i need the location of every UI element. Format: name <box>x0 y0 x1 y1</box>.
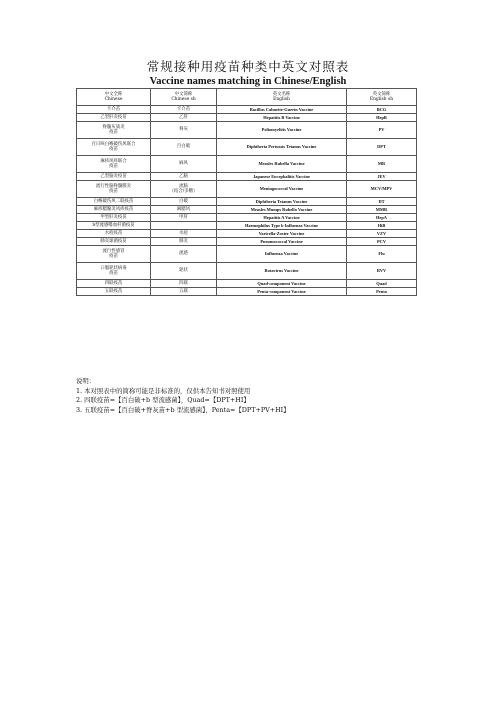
table-row <box>77 246 417 263</box>
chinese-name-cell-line: 疫苗 <box>109 271 118 276</box>
chinese-name-cell-line: 口服轮状病毒 <box>100 265 127 271</box>
chinese-abbr-cell <box>151 198 217 206</box>
english-abbr-cell: HepA <box>347 214 417 222</box>
notes-heading: 说明： <box>76 377 96 385</box>
chinese-name-cell-line: 脊髓灰质炎 <box>102 124 125 130</box>
chinese-name-cell-line: 疫苗 <box>109 164 118 169</box>
chinese-name-cell-line: 水痘疫苗 <box>104 230 123 236</box>
chinese-abbr-cell <box>151 280 217 288</box>
header-cell-line: 中文全称 <box>104 91 123 97</box>
table-row <box>77 230 417 238</box>
english-abbr-cell: PV <box>347 122 417 139</box>
english-name-cell: Measles Mumps Rubella Vaccine <box>217 206 347 214</box>
chinese-name-cell-line: 疫苗 <box>109 189 118 194</box>
chinese-name-cell <box>77 198 151 206</box>
chinese-name-cell <box>77 238 151 246</box>
english-abbr-cell: MMR <box>347 206 417 214</box>
english-abbr-cell: DPT <box>347 139 417 156</box>
chinese-abbr-cell <box>151 106 217 114</box>
english-abbr-cell: VZV <box>347 230 417 238</box>
header-cell <box>217 89 347 106</box>
chinese-name-cell <box>77 173 151 181</box>
chinese-name-cell-line: 肺炎球菌疫苗 <box>100 238 127 244</box>
chinese-abbr-cell-line: 轮状 <box>179 268 188 274</box>
english-name-cell: Influenza Vaccine <box>217 246 347 263</box>
table-row <box>77 114 417 122</box>
header-cell-line: Chinese sh <box>171 97 196 102</box>
chinese-name-cell <box>77 156 151 173</box>
table-row <box>77 198 417 206</box>
chinese-name-cell <box>77 246 151 263</box>
table-row <box>77 106 417 114</box>
chinese-name-cell-line: 流行性脑脊髓膜炎 <box>95 183 132 189</box>
chinese-abbr-cell-line: 水痘 <box>179 230 188 236</box>
table-row <box>77 122 417 139</box>
english-name-cell: Japanese Encephalitis Vaccine <box>217 173 347 181</box>
chinese-name-cell-line: 百日咳白喉破伤风联合 <box>91 141 136 147</box>
vaccine-table-body <box>77 89 417 296</box>
chinese-abbr-cell-line: 乙肝 <box>179 114 188 120</box>
chinese-abbr-cell-line: 流脑 <box>179 183 188 189</box>
page-title-chinese: 常规接种用疫苗种类中英文对照表 <box>146 59 350 74</box>
table-row <box>77 280 417 288</box>
chinese-abbr-cell-line: 五联 <box>179 288 188 294</box>
chinese-name-cell <box>77 222 151 230</box>
header-cell <box>77 89 151 106</box>
table-row <box>77 181 417 198</box>
chinese-abbr-cell-line: 麻风 <box>179 161 188 167</box>
english-abbr-cell: HiB <box>347 222 417 230</box>
english-name-cell: Haemophilus Type b Influenza Vaccine <box>217 222 347 230</box>
header-cell-line: 中文简称 <box>174 91 193 97</box>
header-cell-line: English sh <box>369 97 394 102</box>
chinese-abbr-cell <box>151 246 217 263</box>
english-abbr-cell: PCV <box>347 238 417 246</box>
chinese-abbr-cell <box>151 173 217 181</box>
chinese-name-cell <box>77 122 151 139</box>
table-row <box>77 238 417 246</box>
header-cell-line: 英文名称 <box>272 91 291 97</box>
chinese-name-cell-line: 白喉破伤风二联疫苗 <box>93 198 134 204</box>
chinese-name-cell <box>77 139 151 156</box>
chinese-name-cell-line: 卡介苗 <box>106 106 121 112</box>
english-abbr-cell: BCG <box>347 106 417 114</box>
chinese-abbr-cell <box>151 263 217 280</box>
chinese-name-cell-line: 麻疹腮腺炎风疹疫苗 <box>93 206 134 212</box>
chinese-abbr-cell-line: 麻腮风 <box>176 206 191 212</box>
english-abbr-cell: MCV/MPV <box>347 181 417 198</box>
chinese-abbr-cell-line: （结合/多糖） <box>169 189 198 194</box>
header-cell-line: English <box>273 97 290 102</box>
chinese-abbr-cell <box>151 288 217 296</box>
header-cell-line: Chinese <box>104 97 123 102</box>
chinese-abbr-cell <box>151 156 217 173</box>
chinese-name-cell-line: 四联疫苗 <box>104 280 123 286</box>
english-name-cell: Pneumococcal Vaccine <box>217 238 347 246</box>
english-abbr-cell: HepB <box>347 114 417 122</box>
table-row <box>77 222 417 230</box>
chinese-name-cell-line: 疫苗 <box>109 130 118 135</box>
table-header-row <box>77 89 417 106</box>
chinese-name-cell <box>77 230 151 238</box>
chinese-abbr-cell <box>151 181 217 198</box>
table-row <box>77 139 417 156</box>
chinese-name-cell <box>77 214 151 222</box>
english-abbr-cell: DT <box>347 198 417 206</box>
chinese-abbr-cell-line: 肺炎 <box>179 238 188 244</box>
english-name-cell: Hepatitis B Vaccine <box>217 114 347 122</box>
english-abbr-cell: Penta <box>347 288 417 296</box>
chinese-name-cell-line: 甲型肝炎疫苗 <box>100 214 127 220</box>
english-abbr-cell: JEV <box>347 173 417 181</box>
english-name-cell: Poliomyelitis Vaccine <box>217 122 347 139</box>
english-name-cell: Penta-component Vaccine <box>217 288 347 296</box>
header-cell-line: 英文简称 <box>372 91 391 97</box>
chinese-abbr-cell <box>151 206 217 214</box>
table-row <box>77 214 417 222</box>
chinese-abbr-cell <box>151 114 217 122</box>
english-abbr-cell: MR <box>347 156 417 173</box>
chinese-name-cell <box>77 106 151 114</box>
chinese-abbr-cell-line: 流感 <box>179 251 188 257</box>
chinese-name-cell <box>77 288 151 296</box>
header-cell <box>347 89 417 106</box>
english-abbr-cell: RVV <box>347 263 417 280</box>
chinese-abbr-cell <box>151 122 217 139</box>
chinese-abbr-cell-line: 白破 <box>179 198 188 204</box>
english-abbr-cell: Flu <box>347 246 417 263</box>
note-item: 1. 本对照表中的简称可能是非标准的，仅供本告知书对照使用 <box>76 386 251 395</box>
table-row <box>77 206 417 214</box>
chinese-name-cell-line: 五联疫苗 <box>104 288 123 294</box>
header-cell <box>151 89 217 106</box>
chinese-abbr-cell-line: 四联 <box>179 280 188 286</box>
chinese-abbr-cell-line: 脊灰 <box>179 127 188 133</box>
chinese-abbr-cell <box>151 238 217 246</box>
english-name-cell: Measles Rubella Vaccine <box>217 156 347 173</box>
chinese-abbr-cell <box>151 139 217 156</box>
vaccine-table <box>76 88 417 296</box>
english-name-cell: Rotavirus Vaccine <box>217 263 347 280</box>
english-name-cell: Diphtheria Pertussis Tetanus Vaccine <box>217 139 347 156</box>
notes-section <box>76 377 406 415</box>
table-row <box>77 288 417 296</box>
chinese-abbr-cell <box>151 214 217 222</box>
chinese-abbr-cell <box>151 230 217 238</box>
english-name-cell: Varicella-Zoster Vaccine <box>217 230 347 238</box>
english-name-cell: Bacillus Calmette-Guerin Vaccine <box>217 106 347 114</box>
chinese-name-cell <box>77 206 151 214</box>
chinese-name-cell-line: 乙型肝炎疫苗 <box>100 114 127 120</box>
note-item: 3. 五联疫苗=【百白破+脊灰苗+b 型流感菌】，Penta=【DPT+PV+HI】 <box>76 405 290 414</box>
chinese-name-cell-line: b型流感嗜血杆菌疫苗 <box>92 222 135 228</box>
table-row <box>77 263 417 280</box>
chinese-name-cell <box>77 114 151 122</box>
chinese-name-cell <box>77 181 151 198</box>
english-name-cell: Meningococcal Vaccine <box>217 181 347 198</box>
chinese-name-cell-line: 流行性感冒 <box>102 248 125 254</box>
english-abbr-cell: Quad <box>347 280 417 288</box>
chinese-abbr-cell-line: 甲肝 <box>179 214 188 220</box>
chinese-name-cell <box>77 263 151 280</box>
chinese-name-cell-line: 乙型脑炎疫苗 <box>100 173 127 179</box>
chinese-abbr-cell <box>151 222 217 230</box>
table-row <box>77 156 417 173</box>
chinese-name-cell-line: 麻疹风疹联合 <box>100 158 127 164</box>
note-item: 2. 四联疫苗=【百白破+b 型流感菌】，Quad=【DPT+HI】 <box>76 396 250 405</box>
chinese-abbr-cell-line: 百白破 <box>176 144 191 150</box>
chinese-abbr-cell-line: 乙脑 <box>179 173 188 179</box>
english-name-cell: Hepatitis A Vaccine <box>217 214 347 222</box>
table-row <box>77 173 417 181</box>
chinese-name-cell-line: 疫苗 <box>109 147 118 152</box>
chinese-name-cell-line: 疫苗 <box>109 254 118 259</box>
chinese-name-cell <box>77 280 151 288</box>
english-name-cell: Quad-component Vaccine <box>217 280 347 288</box>
chinese-abbr-cell-line: 卡介苗 <box>176 106 191 112</box>
page-title-english: Vaccine names matching in Chinese/English <box>149 76 347 87</box>
english-name-cell: Diphtheria Tetanus Vaccine <box>217 198 347 206</box>
